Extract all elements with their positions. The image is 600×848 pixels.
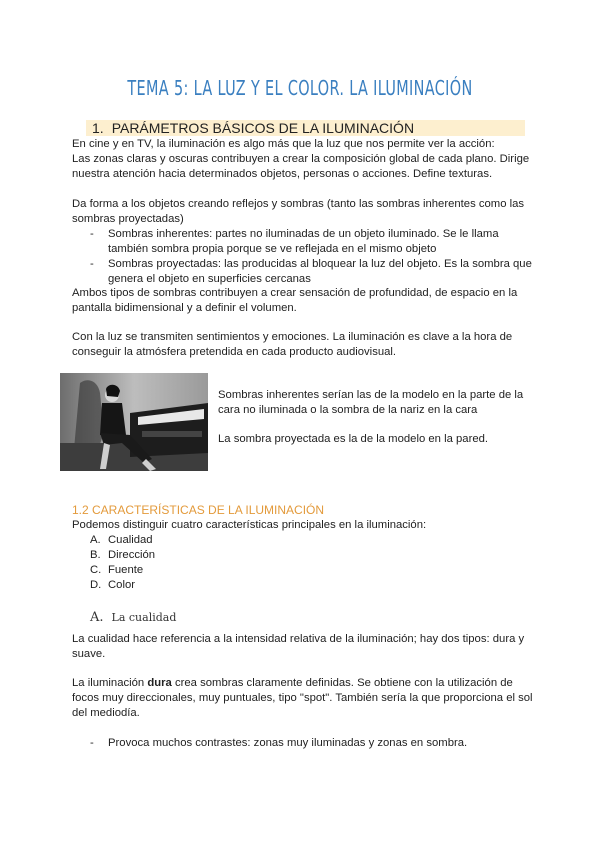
bullet-dash: - — [90, 228, 94, 240]
shadow-photo — [60, 373, 208, 471]
photo-caption-2: La sombra proyectada es la de la modelo en la pared. — [218, 433, 489, 445]
paragraph-4-line-2: conseguir la atmósfera pretendida en cada producto audiovisual. — [72, 346, 397, 358]
hard-light-line-2: focos muy direccionales, muy puntuales, tipo "spot". También sería la que proporciona el sol — [72, 692, 533, 704]
characteristics-intro: Podemos distinguir cuatro características principales en la iluminación: — [72, 519, 427, 531]
photo-caption-1-line-1: Sombras inherentes serían las de la modelo en la parte de la — [218, 389, 524, 401]
list-item: D. Color — [90, 579, 135, 591]
section-a-heading — [90, 609, 176, 627]
bullet-projected-line-2: genera el objeto en superficies cercanas — [108, 273, 311, 285]
section-1-heading-text: PARÁMETROS BÁSICOS DE LA ILUMINACIÓN — [111, 120, 415, 136]
list-item: B. Dirección — [90, 549, 156, 561]
section-a-title: La cualidad — [111, 611, 177, 624]
paragraph-1-line-1: Las zonas claras y oscuras contribuyen a crear la composición global de cada plano. Dirige — [72, 153, 530, 165]
bullet-inherent-line-2: también sombra propia porque se ve reflejada en el mismo objeto — [108, 243, 437, 255]
photo-caption-1-line-2: cara no iluminada o la sombra de la nariz en la cara — [218, 404, 478, 416]
section-1-heading — [86, 120, 525, 136]
section-1-2-heading: 1.2 CARACTERÍSTICAS DE LA ILUMINACIÓN — [72, 503, 325, 517]
intro-line: En cine y en TV, la iluminación es algo más que la luz que nos permite ver la acción: — [72, 138, 495, 150]
list-item: A. Cualidad — [90, 534, 153, 546]
list-item: C. Fuente — [90, 564, 144, 576]
quality-paragraph-line-1: La cualidad hace referencia a la intensidad relativa de la iluminación; hay dos tipos: dura y — [72, 633, 525, 645]
bullet-dash: - — [90, 737, 94, 749]
quality-paragraph-line-2: suave. — [72, 648, 106, 660]
paragraph-2-line-2: sombras proyectadas) — [72, 213, 184, 225]
hard-light-line-1: La iluminación dura crea sombras claramente definidas. Se obtiene con la utilización de — [72, 677, 513, 689]
bullet-inherent-line-1: Sombras inherentes: partes no iluminadas de un objeto iluminado. Se le llama — [108, 228, 499, 240]
section-1-number: 1. — [92, 120, 104, 136]
paragraph-3-line-1: Ambos tipos de sombras contribuyen a crear sensación de profundidad, de espacio en la — [72, 287, 518, 299]
paragraph-2-line-1: Da forma a los objetos creando reflejos y sombras (tanto las sombras inherentes como las — [72, 198, 525, 210]
paragraph-4-line-1: Con la luz se transmiten sentimientos y emociones. La iluminación es clave a la hora de — [72, 331, 513, 343]
section-a-letter: A. — [90, 610, 104, 625]
bullet-projected-line-1: Sombras proyectadas: las producidas al bloquear la luz del objeto. Es la sombra que — [108, 258, 532, 270]
bullet-dash: - — [90, 258, 94, 270]
hard-keyword: dura — [147, 677, 172, 689]
page-title: TEMA 5: LA LUZ Y EL COLOR. LA ILUMINACIÓN — [127, 76, 473, 100]
hard-light-line-3: del mediodía. — [72, 707, 140, 719]
paragraph-1-line-2: nuestra atención hacia determinados objetos, personas o acciones. Define texturas. — [72, 168, 493, 180]
paragraph-3-line-2: pantalla bidimensional y a definir el volumen. — [72, 302, 297, 314]
contrast-bullet: Provoca muchos contrastes: zonas muy iluminadas y zonas en sombra. — [108, 737, 468, 749]
